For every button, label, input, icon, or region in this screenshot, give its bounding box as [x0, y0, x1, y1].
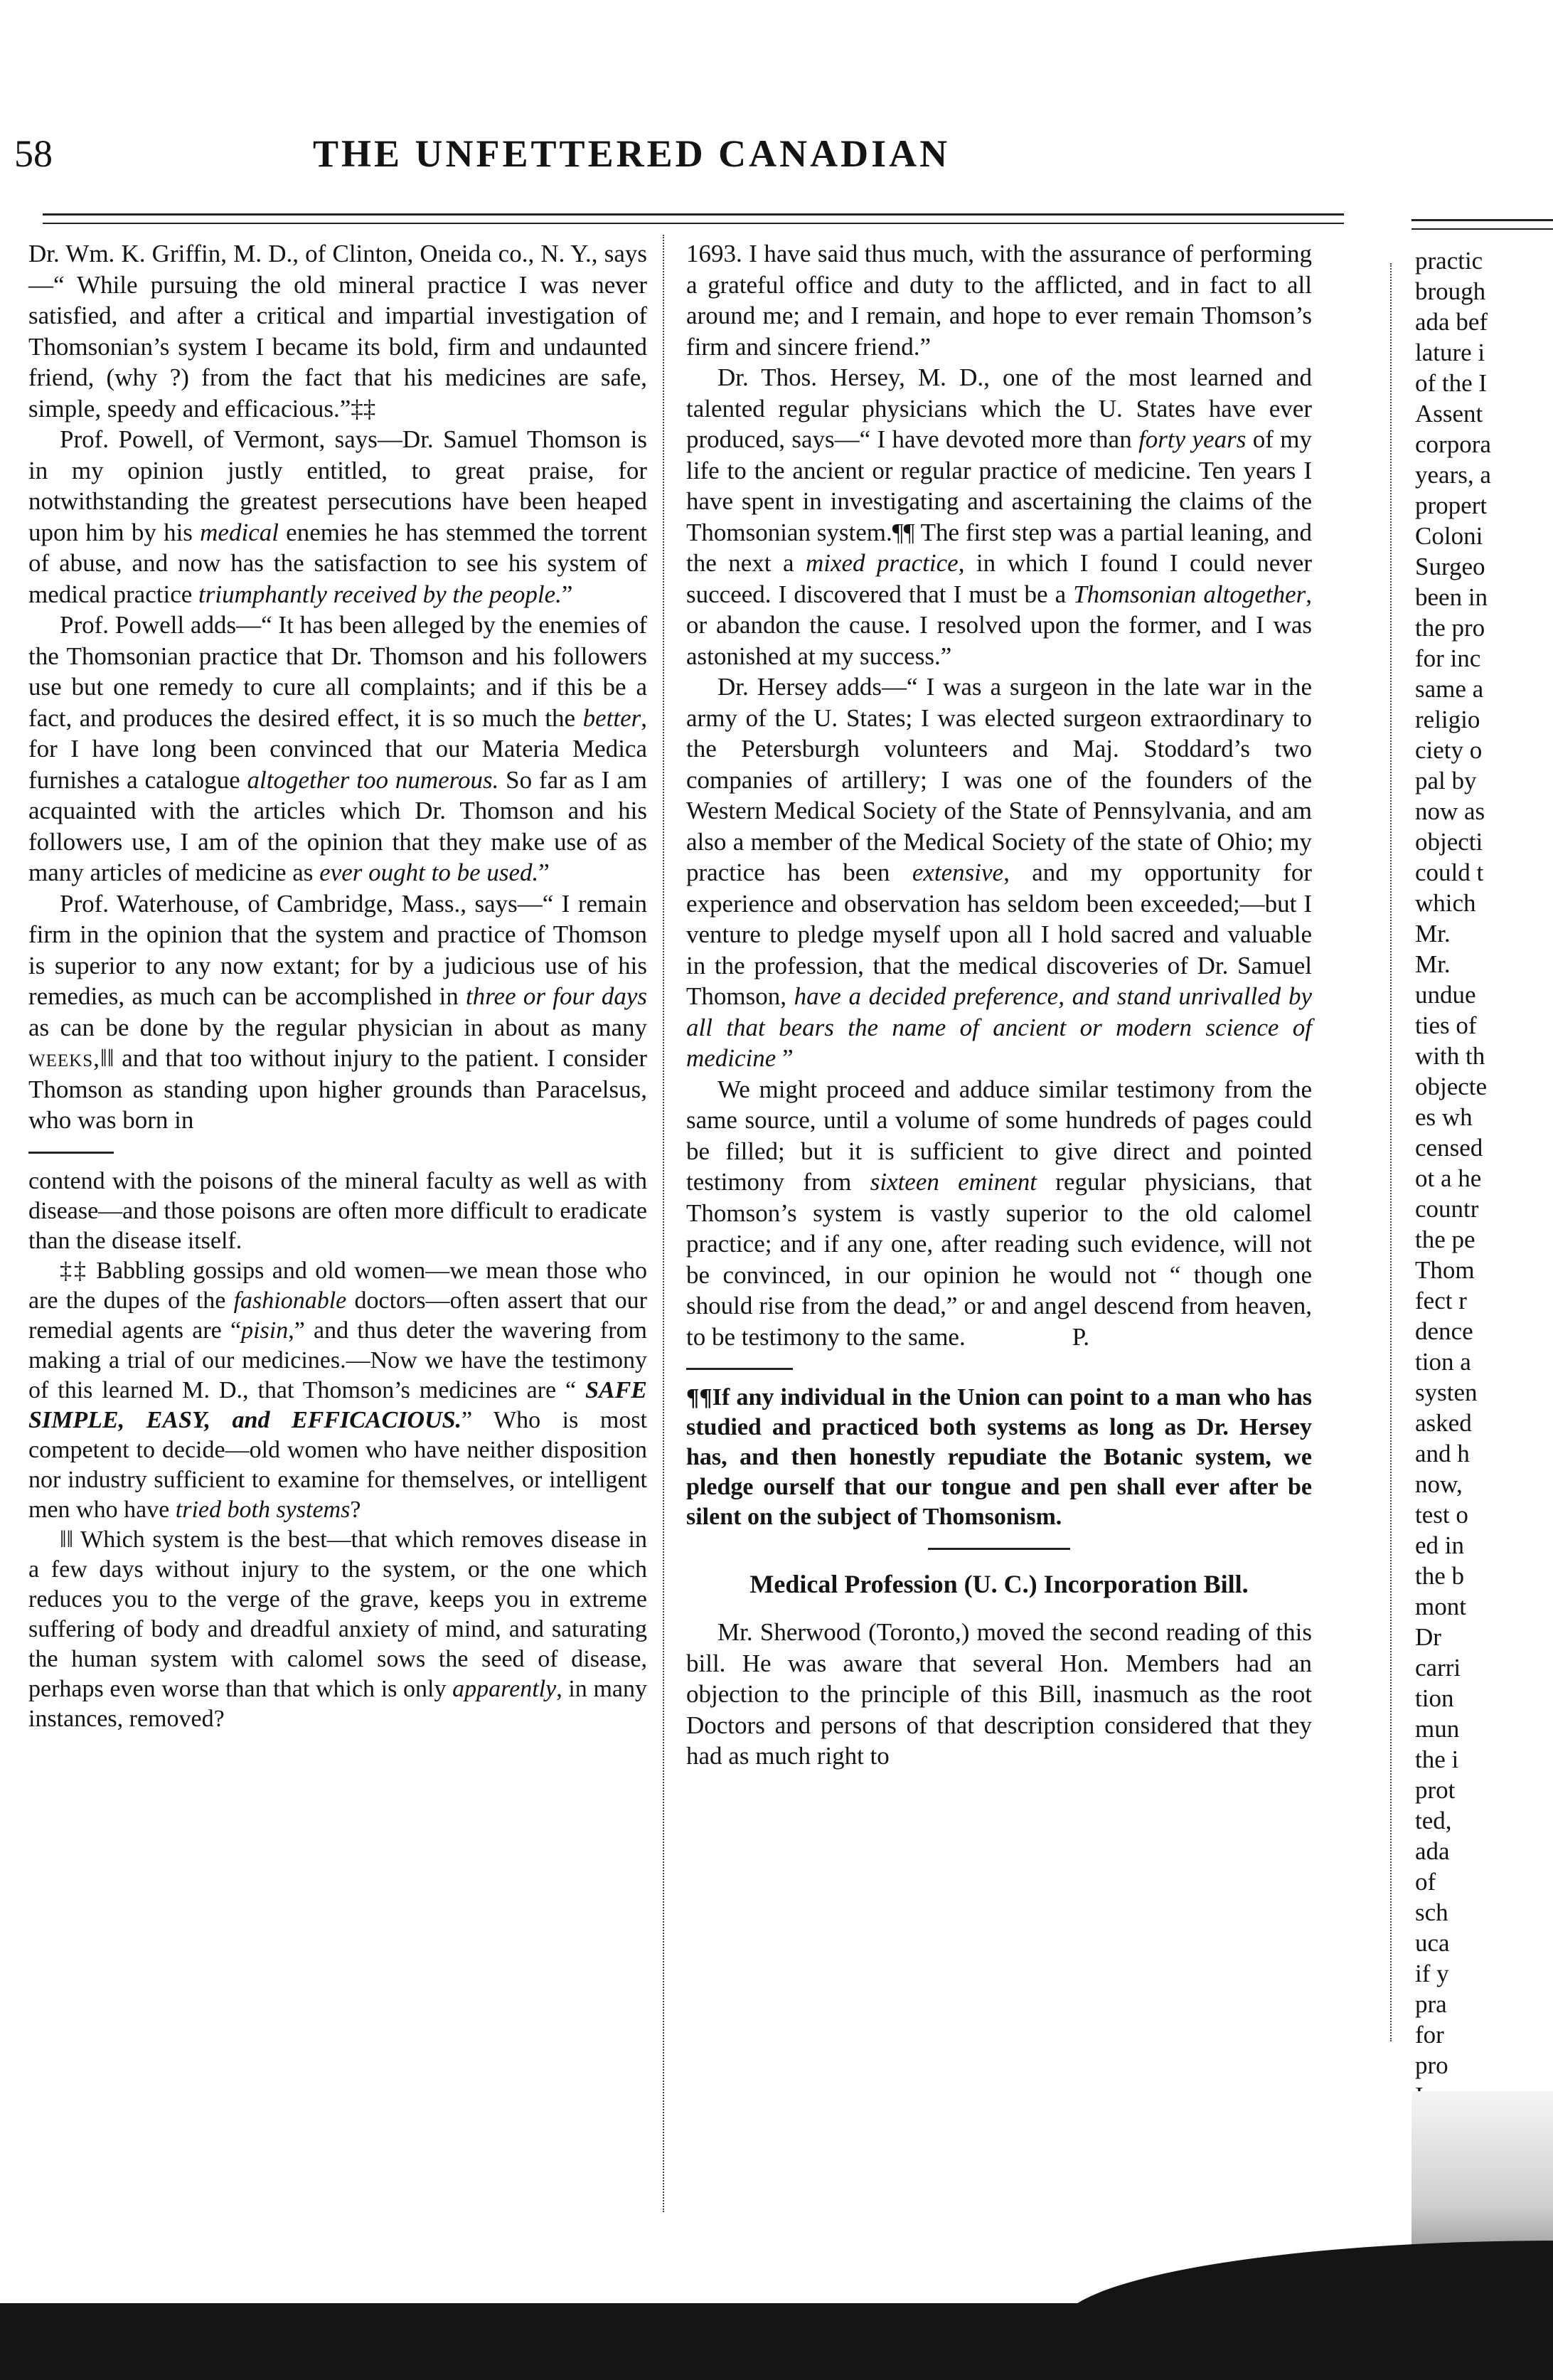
footnote-babbling: ‡‡ Babbling gossips and old women—we mean those who are the dupes of the fashionable doctors—often assert that our remedial agents are “pisin,” and thus deter the wavering from making a trial of our medicines.—Now we have the testimony of this learned M. D., that Thomson’s medicines are “ SAFE SIMPLE, EASY, and EFFICACIOUS.” Who is most competent to decide—old women who have neither disposition nor industry sufficient to examine for themselves, or intelligent men who have tried both systems? [28, 1257, 647, 1523]
edge-fragment: for [1415, 2021, 1444, 2049]
edge-fragment: asked [1415, 1409, 1472, 1437]
edge-fragment: Coloni [1415, 522, 1483, 550]
edge-fragment: Assent [1415, 400, 1483, 427]
edge-fragment: sch [1415, 1898, 1448, 1926]
edge-fragment: of [1415, 1868, 1436, 1896]
edge-fragment: the i [1415, 1746, 1459, 1773]
journal-title: THE UNFETTERED CANADIAN [313, 132, 951, 175]
footnote-rule [28, 1152, 114, 1154]
edge-fragment: pra [1415, 1990, 1447, 2018]
edge-fragment: undue [1415, 981, 1476, 1009]
footnotes [28, 1167, 647, 1734]
column-divider-right [1390, 263, 1396, 2041]
edge-fragment: of the I [1415, 369, 1488, 397]
edge-fragment: Surgeo [1415, 553, 1485, 580]
footnote-rule-right [686, 1368, 793, 1370]
section-heading: Medical Profession (U. C.) Incorporation Bill. [749, 1570, 1249, 1598]
edge-fragment: pro [1415, 2051, 1448, 2079]
signature-initial: P. [1072, 1322, 1090, 1351]
edge-fragment: ted, [1415, 1807, 1452, 1834]
left-column [28, 238, 647, 1734]
paragraph-waterhouse: Prof. Waterhouse, of Cambridge, Mass., says—“ I remain firm in the opinion that the system and practice of Thomson is superior to any now extant; for by a judicious use of his remedies, as much can be accomplished in three or four days as can be done by the regular physician in about as many weeks,‖‖ and that too without injury to the patient. I consider Thomson as standing upon higher grounds than Paracelsus, who was born in [28, 889, 647, 1134]
header-rule [43, 213, 1344, 224]
header-rule-edge [1411, 219, 1553, 230]
paragraph-powell-adds: Prof. Powell adds—“ It has been alleged by the enemies of the Thomsonian practice that Dr. Thomson and his followers use but one remedy to cure all complaints; and if this be a fact, and produces the desired effect, it is so much the better, for I have long been convinced that our Materia Medica furnishes a catalogue altogether too numerous. So far as I am acquainted with the articles which Dr. Thomson and his followers use, I am of the opinion that they make use of as many articles of medicine as ever ought to be used.” [28, 611, 647, 886]
edge-fragment: with th [1415, 1042, 1485, 1070]
edge-fragment: systen [1415, 1378, 1478, 1406]
paragraph-we-might: We might proceed and adduce similar testimony from the same source, until a volume of some hundreds of pages could be filled; but it is sufficient to give direct and pointed testimony from sixteen eminent regular physicians, that Thomson’s system is vastly superior to the old calomel practice; and if any one, after reading such evidence, will not be convinced, in our opinion he would not “ though one should rise from the dead,” or and angel descend from heaven, to be testimony to the same. P. [686, 1075, 1312, 1351]
bottom-scan-border [0, 2303, 1553, 2380]
edge-fragment: years, a [1415, 461, 1491, 489]
edge-fragment: ot a he [1415, 1164, 1482, 1192]
edge-fragment: objecti [1415, 828, 1483, 856]
edge-fragment: religio [1415, 706, 1480, 733]
edge-fragment: fect r [1415, 1287, 1467, 1314]
edge-fragment: mun [1415, 1715, 1460, 1743]
edge-fragment: practic [1415, 247, 1483, 275]
edge-fragment: uca [1415, 1929, 1450, 1957]
edge-fragment: censed [1415, 1134, 1483, 1162]
page-number: 58 [14, 132, 53, 175]
paragraph-hersey-adds: Dr. Hersey adds—“ I was a surgeon in the late war in the army of the U. States; I was elected surgeon extraordinary to the Petersburgh volunteers and Maj. Stoddard’s two companies of artillery; I was one of the founders of the Western Medical Society of the State of Pennsylvania, and am also a member of the Medical Society of the state of Ohio; my practice has been extensive, and my opportunity for experience and observation has seldom been exceeded;—but I venture to pledge myself upon all I hold sacred and valuable in the profession, that the medical discoveries of Dr. Samuel Thomson, have a decided preference, and stand unrivalled by all that bears the name of ancient or modern science of medicine ” [686, 673, 1312, 1072]
edge-fragment: same a [1415, 675, 1484, 703]
edge-fragment: objecte [1415, 1073, 1488, 1100]
edge-fragment: countr [1415, 1195, 1479, 1223]
edge-fragment: Mr. [1415, 920, 1451, 947]
edge-fragment: dence [1415, 1317, 1473, 1345]
edge-fragment: now, [1415, 1470, 1463, 1498]
edge-fragment: if y [1415, 1960, 1449, 1987]
paragraph-griffin: Dr. Wm. K. Griffin, M. D., of Clinton, Oneida co., N. Y., says—“ While pursuing the old mineral practice I was never satisfied, and after a critical and impartial investigation of Thomsonian’s system I became its bold, firm and undaunted friend, (why ?) from the fact that his medicines are safe, simple, speedy and efficacious.”‡‡ [28, 240, 647, 423]
edge-fragment: tion [1415, 1684, 1454, 1712]
edge-fragment: the pro [1415, 614, 1485, 642]
edge-fragment: and h [1415, 1440, 1470, 1467]
column-divider [663, 235, 668, 2212]
section-rule [928, 1548, 1070, 1550]
page-header [14, 132, 1330, 181]
edge-fragment: the pe [1415, 1226, 1475, 1253]
edge-fragment: prot [1415, 1776, 1456, 1804]
adjacent-page-fragment [1415, 245, 1553, 2237]
edge-fragment: Thom [1415, 1256, 1475, 1284]
paragraph-hersey: Dr. Thos. Hersey, M. D., one of the most learned and talented regular physicians which the U. States have ever produced, says—“ I have devoted more than forty years of my life to the ancient or regular practice of medicine. Ten years I have spent in investigating and ascertaining the claims of the Thomsonian system.¶¶ The first step was a partial leaning, and the next a mixed practice, in which I found I could never succeed. I discovered that I must be a Thomsonian altogether, or abandon the cause. I resolved upon the former, and I was astonished at my success.” [686, 363, 1313, 670]
paragraph-1693: 1693. I have said thus much, with the assurance of performing a grateful office and duty to the afflicted, and in fact to all around me; and I remain, and hope to ever remain Thomson’s firm and sincere friend.” [686, 240, 1312, 361]
right-column [686, 238, 1312, 1772]
edge-fragment: tion a [1415, 1348, 1471, 1376]
edge-fragment: which [1415, 889, 1476, 917]
footnote-which-system: ‖‖ Which system is the best—that which removes disease in a few days without injury to the system, or the one which reduces you to the verge of the grave, keeps you in extreme suffering of body and dreadful anxiety of mind, and saturating the human system with calomel sows the seed of disease, perhaps even worse than that which is only apparently, in many instances, removed? [28, 1526, 647, 1732]
paragraph-sherwood: Mr. Sherwood (Toronto,) moved the second reading of this bill. He was aware that several Hon. Members had an objection to the principle of this Bill, inasmuch as the root Doctors and persons of that description considered that they had as much right to [686, 1618, 1312, 1770]
edge-fragment: been in [1415, 583, 1488, 611]
edge-fragment: ada [1415, 1837, 1450, 1865]
edge-fragment: carri [1415, 1654, 1461, 1682]
edge-fragment: Dr [1415, 1623, 1441, 1651]
edge-fragment: propert [1415, 492, 1488, 519]
edge-fragment: es wh [1415, 1103, 1473, 1131]
paragraph-powell: Prof. Powell, of Vermont, says—Dr. Samuel Thomson is in my opinion justly entitled, to great praise, for notwithstanding the greatest persecutions have been heaped upon him by his medical enemies he has stemmed the torrent of abuse, and now has the satisfaction to see his system of medical practice triumphantly received by the people.” [28, 425, 648, 608]
edge-fragment: corpora [1415, 430, 1491, 458]
edge-fragment: could t [1415, 859, 1484, 886]
edge-fragment: ada bef [1415, 308, 1488, 336]
edge-fragment: ciety o [1415, 736, 1483, 764]
edge-fragment: test o [1415, 1501, 1468, 1529]
edge-fragment: ties of [1415, 1011, 1477, 1039]
edge-fragment: mont [1415, 1593, 1466, 1620]
footnote-continued: contend with the poisons of the mineral faculty as well as with disease—and those poisons are often more difficult to eradicate than the disease itself. [28, 1167, 647, 1254]
edge-fragment: Mr. [1415, 950, 1451, 978]
edge-fragment: lature i [1415, 339, 1485, 366]
edge-fragment: brough [1415, 277, 1486, 305]
edge-fragment: for inc [1415, 644, 1481, 672]
edge-fragment: now as [1415, 797, 1485, 825]
edge-fragment: the b [1415, 1562, 1465, 1590]
edge-fragment: pal by [1415, 767, 1477, 795]
edge-fragment: ed in [1415, 1531, 1465, 1559]
footnote-pilcrow: ¶¶If any individual in the Union can point to a man who has studied and practiced both systems as long as Dr. Hersey has, and then honestly repudiate the Botanic system, we pledge ourself that our tongue and pen shall ever after be silent on the subject of Thomsonism. [686, 1384, 1312, 1530]
